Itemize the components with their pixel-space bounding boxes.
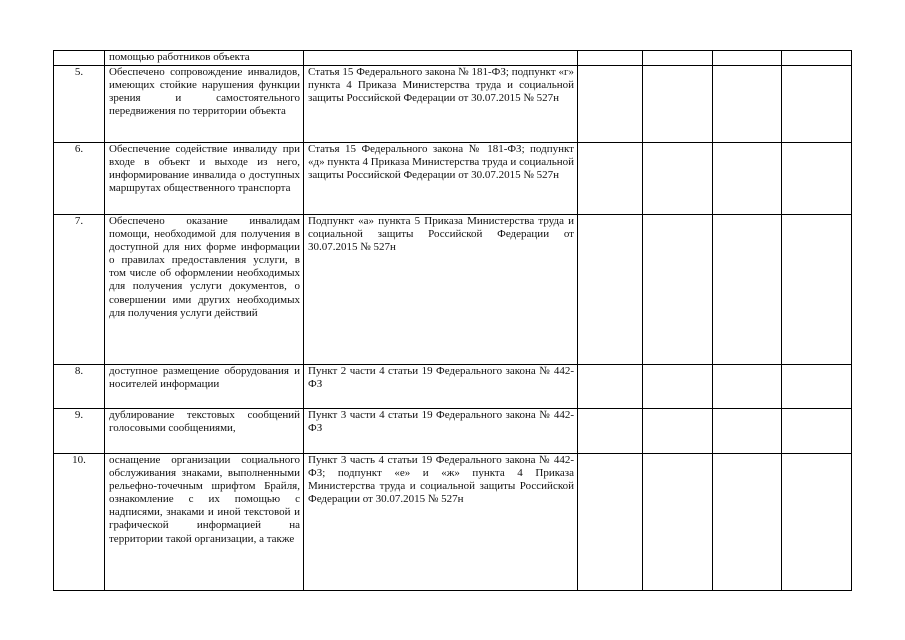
legal-basis-cell: Подпункт «а» пункта 5 Приказа Министерства труда и социальной защиты Российской Федерации от 30.07.2015 № 527н [304, 215, 578, 365]
empty-cell [713, 215, 782, 365]
empty-cell [713, 365, 782, 409]
empty-cell [713, 143, 782, 215]
row-number-cell: 6. [54, 143, 105, 215]
empty-cell [782, 66, 852, 143]
empty-cell [782, 454, 852, 591]
legal-basis-cell: Статья 15 Федерального закона № 181-ФЗ; подпункт «г» пункта 4 Приказа Министерства труда и социальной защиты Российской Федерации от 30.07.2015 № 527н [304, 66, 578, 143]
table-row [54, 409, 852, 454]
legal-basis-cell [304, 51, 578, 66]
requirement-cell: дублирование текстовых сообщений голосовыми сообщениями, [105, 409, 304, 454]
table-row [54, 66, 852, 143]
row-number-cell: 7. [54, 215, 105, 365]
empty-cell [578, 365, 643, 409]
empty-cell [643, 66, 713, 143]
empty-cell [713, 409, 782, 454]
empty-cell [643, 365, 713, 409]
legal-basis-cell: Пункт 3 часть 4 статьи 19 Федерального закона № 442-ФЗ; подпункт «е» и «ж» пункта 4 Приказа Министерства труда и социальной защиты Российской Федерации от 30.07.2015 № 527н [304, 454, 578, 591]
legal-basis-cell: Пункт 3 части 4 статьи 19 Федерального закона № 442-ФЗ [304, 409, 578, 454]
empty-cell [578, 409, 643, 454]
empty-cell [578, 215, 643, 365]
empty-cell [643, 51, 713, 66]
empty-cell [643, 143, 713, 215]
row-number-cell: 5. [54, 66, 105, 143]
empty-cell [713, 66, 782, 143]
empty-cell [782, 215, 852, 365]
requirement-cell: оснащение организации социального обслуживания знаками, выполненными рельефно-точечным шрифтом Брайля, ознакомление с их помощью с надписями, знаками и иной текстовой и графической информацией на территории такой организации, а также [105, 454, 304, 591]
empty-cell [782, 365, 852, 409]
empty-cell [643, 409, 713, 454]
row-number-cell [54, 51, 105, 66]
requirements-table [53, 50, 852, 591]
table-row [54, 454, 852, 591]
empty-cell [578, 143, 643, 215]
requirement-cell: доступное размещение оборудования и носителей информации [105, 365, 304, 409]
row-number-cell: 10. [54, 454, 105, 591]
empty-cell [713, 51, 782, 66]
requirement-cell: Обеспечено сопровождение инвалидов, имеющих стойкие нарушения функции зрения и самостоятельного передвижения по территории объекта [105, 66, 304, 143]
empty-cell [713, 454, 782, 591]
empty-cell [578, 66, 643, 143]
empty-cell [782, 143, 852, 215]
legal-basis-cell: Пункт 2 части 4 статьи 19 Федерального закона № 442-ФЗ [304, 365, 578, 409]
empty-cell [578, 51, 643, 66]
legal-basis-cell: Статья 15 Федерального закона № 181-ФЗ; подпункт «д» пункта 4 Приказа Министерства труда и социальной защиты Российской Федерации от 30.07.2015 № 527н [304, 143, 578, 215]
row-number-cell: 8. [54, 365, 105, 409]
empty-cell [643, 215, 713, 365]
row-number-cell: 9. [54, 409, 105, 454]
empty-cell [578, 454, 643, 591]
table-row [54, 51, 852, 66]
table-row [54, 365, 852, 409]
requirement-cell: Обеспечено оказание инвалидам помощи, необходимой для получения в доступной для них форме информации о правилах предоставления услуги, в том числе об оформлении необходимых для получения услуги документов, о совершении ими других необходимых для получения услуги действий [105, 215, 304, 365]
empty-cell [643, 454, 713, 591]
requirement-cell: помощью работников объекта [105, 51, 304, 66]
empty-cell [782, 409, 852, 454]
table-row [54, 143, 852, 215]
empty-cell [782, 51, 852, 66]
requirement-cell: Обеспечение содействие инвалиду при входе в объект и выходе из него, информирование инвалида о доступных маршрутах общественного транспорта [105, 143, 304, 215]
table-row [54, 215, 852, 365]
